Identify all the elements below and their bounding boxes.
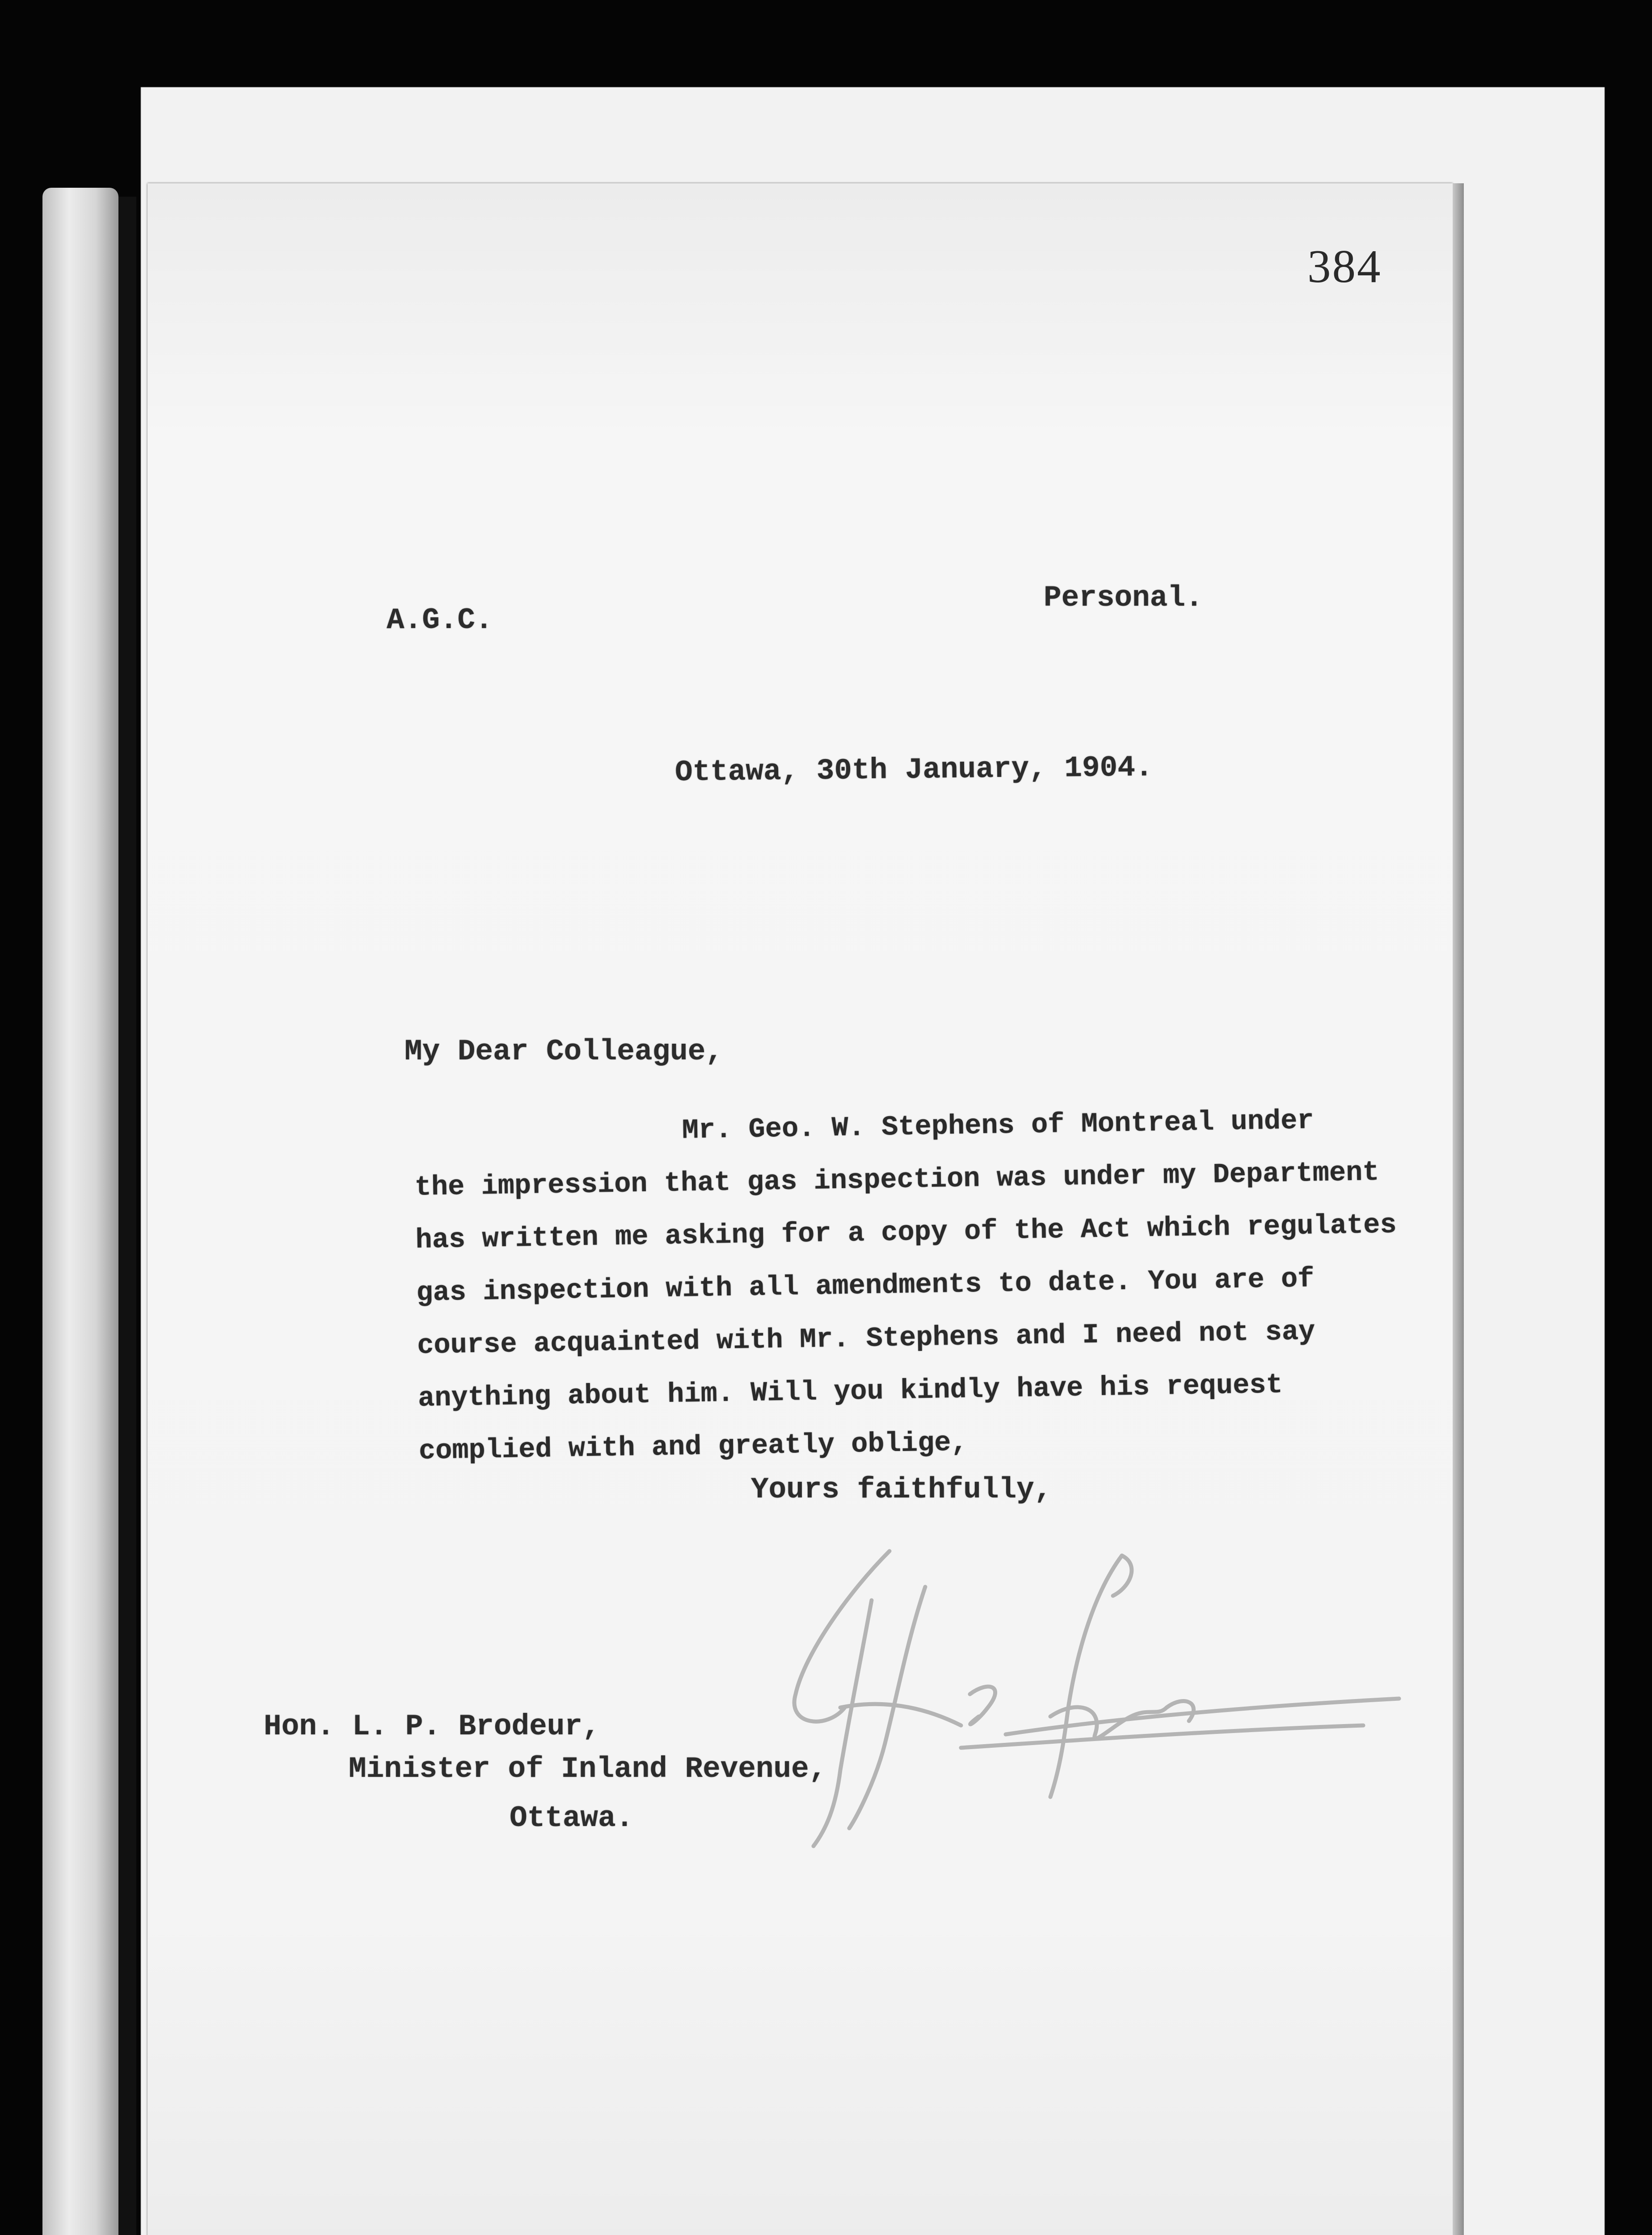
handwritten-signature (738, 1538, 1408, 1877)
body-line: anything about him. Will you kindly have his request (417, 1369, 1283, 1414)
page-edge-shadow (1453, 183, 1464, 2235)
salutation: My Dear Colleague, (405, 1035, 723, 1068)
recipient-city: Ottawa. (510, 1801, 634, 1835)
recipient-name: Hon. L. P. Brodeur, (264, 1710, 600, 1743)
body-line: complied with and greatly oblige, (418, 1426, 968, 1467)
date-line: Ottawa, 30th January, 1904. (674, 751, 1153, 789)
body-line: has written me asking for a copy of the Act which regulates (415, 1209, 1397, 1256)
body-line: the impression that gas inspection was under my Department (414, 1156, 1380, 1203)
personal-marking: Personal. (1044, 581, 1203, 615)
body-line: gas inspection with all amendments to date. You are of (416, 1263, 1315, 1309)
binding-strip (42, 188, 118, 2235)
body-line: course acquainted with Mr. Stephens and I need not say (417, 1316, 1315, 1362)
binding-strip-shadow (118, 197, 136, 2235)
reference-initials: A.G.C. (387, 603, 493, 637)
page-number: 384 (1307, 240, 1382, 292)
body-line: Mr. Geo. W. Stephens of Montreal under (682, 1105, 1315, 1147)
closing: Yours faithfully, (751, 1473, 1052, 1506)
recipient-title: Minister of Inland Revenue, (349, 1752, 827, 1786)
letter-body (413, 1094, 1397, 1478)
